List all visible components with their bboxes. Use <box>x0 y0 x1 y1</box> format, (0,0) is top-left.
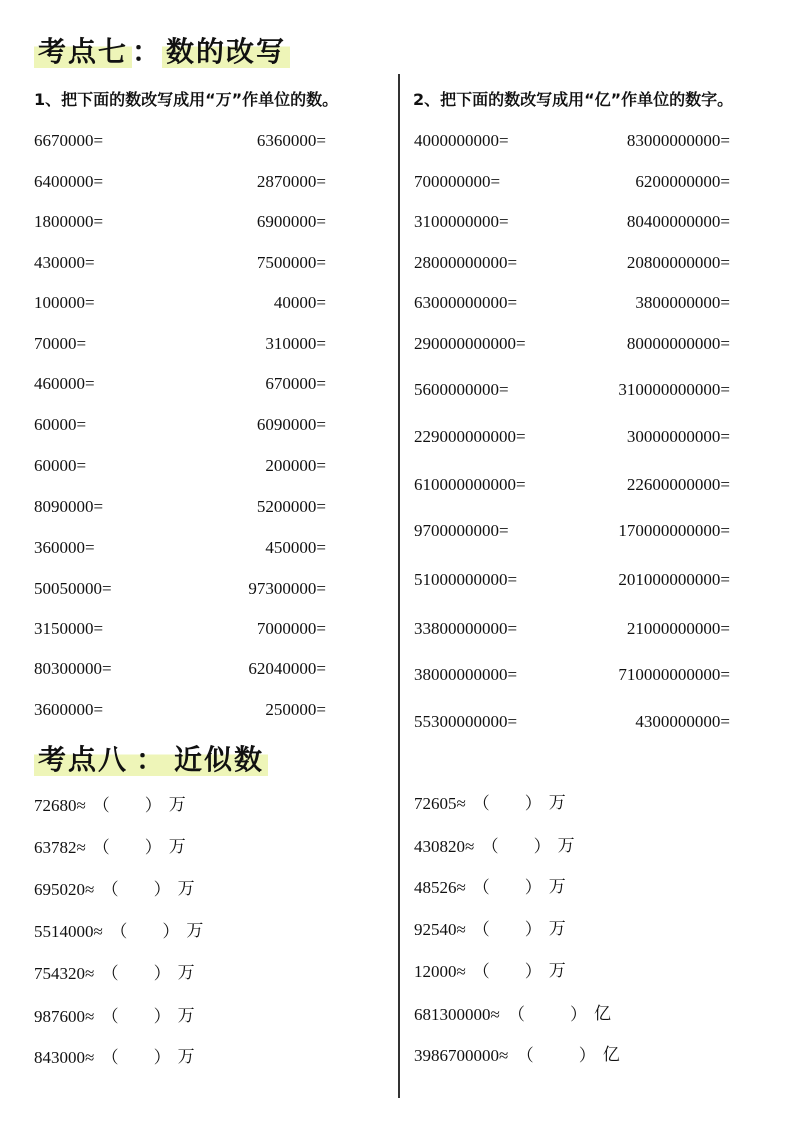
wan-exercise-item: 97300000= <box>248 579 326 598</box>
section-title-separator: ： <box>132 743 170 776</box>
yi-exercise-item: 38000000000= <box>414 665 518 684</box>
yi-exercise-item: 28000000000= <box>414 253 518 272</box>
wan-exercise-item: 6670000= <box>34 131 104 150</box>
approx-unit: 亿 <box>602 1045 620 1065</box>
yi-exercise-item: 3800000000= <box>635 293 730 312</box>
approx-unit: 万 <box>177 963 195 983</box>
approx-item <box>34 965 394 987</box>
answer-blank-open[interactable]: （ <box>92 796 110 815</box>
approx-unit: 万 <box>557 836 575 856</box>
wan-exercise-item: 6360000= <box>256 131 326 150</box>
yi-exercise-item: 310000000000= <box>618 380 730 399</box>
wan-exercise-item: 460000= <box>34 374 95 393</box>
approx-unit: 万 <box>186 921 204 941</box>
wan-exercise-item: 6090000= <box>256 415 326 434</box>
answer-blank-open[interactable]: （ <box>110 922 128 941</box>
instruction-wan: 1、把下面的数改写成用“万”作单位的数。 <box>34 90 339 109</box>
yi-exercise-item: 80000000000= <box>626 334 730 353</box>
answer-blank-close: ） <box>524 878 542 897</box>
approx-unit: 万 <box>548 961 566 981</box>
yi-exercise-item: 55300000000= <box>414 712 518 731</box>
answer-blank-close: ） <box>533 837 551 856</box>
answer-blank-open[interactable]: （ <box>472 920 490 939</box>
approx-unit: 万 <box>168 837 186 857</box>
wan-exercise-item: 2870000= <box>256 172 326 191</box>
wan-exercise-item: 50050000= <box>34 579 112 598</box>
approx-item <box>34 923 394 945</box>
approx-item <box>414 963 774 985</box>
approx-number: 72680≈ <box>34 796 86 815</box>
answer-blank-close: ） <box>570 1005 587 1024</box>
yi-exercise-item: 700000000= <box>414 172 501 191</box>
approx-item <box>414 921 774 943</box>
answer-blank-close: ） <box>524 962 542 981</box>
approx-number: 987600≈ <box>34 1007 95 1026</box>
approx-number: 12000≈ <box>414 962 466 981</box>
yi-exercise-item: 80400000000= <box>626 212 730 231</box>
approx-item <box>34 797 394 819</box>
answer-blank-close: ） <box>153 964 171 983</box>
wan-exercise-item: 3600000= <box>34 700 104 719</box>
approx-item <box>34 839 394 861</box>
answer-blank-close: ） <box>153 880 171 899</box>
approx-number: 92540≈ <box>414 920 466 939</box>
section-title-prefix: 考点七 <box>34 35 132 68</box>
approx-unit: 万 <box>548 919 566 939</box>
yi-exercise-item: 30000000000= <box>626 427 730 446</box>
yi-exercise-item: 22600000000= <box>626 475 730 494</box>
approx-unit: 亿 <box>594 1004 611 1024</box>
wan-exercise-item: 3150000= <box>34 619 104 638</box>
approx-number: 681300000≈ <box>414 1005 500 1024</box>
wan-exercise-item: 250000= <box>265 700 326 719</box>
answer-blank-open[interactable]: （ <box>516 1046 534 1065</box>
answer-blank-close: ） <box>524 920 542 939</box>
wan-exercise-item: 6400000= <box>34 172 104 191</box>
wan-exercise-item: 7500000= <box>256 253 326 272</box>
answer-blank-close: ） <box>153 1048 171 1067</box>
yi-exercise-item: 6200000000= <box>635 172 730 191</box>
yi-exercise-item: 51000000000= <box>414 570 518 589</box>
wan-exercise-item: 1800000= <box>34 212 104 231</box>
yi-exercise-item: 21000000000= <box>626 619 730 638</box>
approx-item <box>34 1049 394 1071</box>
approx-item <box>414 879 774 901</box>
yi-exercise-item: 201000000000= <box>618 570 730 589</box>
wan-exercise-item: 80300000= <box>34 659 112 678</box>
yi-exercise-item: 83000000000= <box>626 131 730 150</box>
yi-exercise-item: 33800000000= <box>414 619 518 638</box>
answer-blank-open[interactable]: （ <box>472 962 490 981</box>
approx-number: 843000≈ <box>34 1048 95 1067</box>
yi-exercise-item: 9700000000= <box>414 521 509 540</box>
yi-exercise-item: 4000000000= <box>414 131 509 150</box>
yi-exercise-item: 3100000000= <box>414 212 509 231</box>
answer-blank-open[interactable]: （ <box>101 880 119 899</box>
approx-item <box>414 1047 774 1069</box>
wan-exercise-item: 450000= <box>265 538 326 557</box>
answer-blank-open[interactable]: （ <box>101 964 119 983</box>
answer-blank-close: ） <box>144 838 162 857</box>
approx-unit: 万 <box>177 1047 195 1067</box>
approx-item <box>414 838 774 860</box>
yi-exercise-item: 290000000000= <box>414 334 526 353</box>
approx-unit: 万 <box>177 879 195 899</box>
wan-exercise-item: 200000= <box>265 456 326 475</box>
yi-exercise-item: 20800000000= <box>626 253 730 272</box>
answer-blank-open[interactable]: （ <box>92 838 110 857</box>
approx-number: 63782≈ <box>34 838 86 857</box>
yi-exercise-item: 5600000000= <box>414 380 509 399</box>
answer-blank-close: ） <box>153 1007 171 1026</box>
section-title-rewrite <box>34 35 290 68</box>
answer-blank-close: ） <box>162 922 180 941</box>
approx-unit: 万 <box>177 1006 195 1026</box>
answer-blank-open[interactable]: （ <box>508 1005 525 1024</box>
answer-blank-open[interactable]: （ <box>101 1048 119 1067</box>
approx-item <box>34 881 394 903</box>
approx-number: 754320≈ <box>34 964 95 983</box>
wan-exercise-item: 100000= <box>34 293 95 312</box>
yi-exercise-item: 229000000000= <box>414 427 526 446</box>
instruction-yi: 2、把下面的数改写成用“亿”作单位的数字。 <box>413 90 734 109</box>
approx-item <box>34 1008 394 1030</box>
section-title-separator: ： <box>132 35 163 68</box>
answer-blank-open[interactable]: （ <box>472 794 490 813</box>
wan-exercise-item: 6900000= <box>256 212 326 231</box>
approx-number: 72605≈ <box>414 794 466 813</box>
column-divider <box>398 74 400 1098</box>
yi-exercise-item: 170000000000= <box>618 521 730 540</box>
approx-unit: 万 <box>548 877 566 897</box>
approx-number: 430820≈ <box>414 837 475 856</box>
answer-blank-close: ） <box>578 1046 596 1065</box>
wan-exercise-item: 62040000= <box>248 659 326 678</box>
wan-exercise-item: 310000= <box>265 334 326 353</box>
wan-exercise-item: 8090000= <box>34 497 104 516</box>
wan-exercise-item: 60000= <box>34 415 87 434</box>
wan-exercise-item: 670000= <box>265 374 326 393</box>
approx-number: 3986700000≈ <box>414 1046 509 1065</box>
section-title-approx <box>34 743 268 776</box>
answer-blank-open[interactable]: （ <box>472 878 490 897</box>
wan-exercise-item: 60000= <box>34 456 87 475</box>
approx-unit: 万 <box>168 795 186 815</box>
answer-blank-close: ） <box>144 796 162 815</box>
wan-exercise-item: 430000= <box>34 253 95 272</box>
approx-item <box>414 795 774 817</box>
yi-exercise-item: 4300000000= <box>635 712 730 731</box>
answer-blank-close: ） <box>524 794 542 813</box>
approx-unit: 万 <box>548 793 566 813</box>
yi-exercise-item: 610000000000= <box>414 475 526 494</box>
wan-exercise-item: 360000= <box>34 538 95 557</box>
wan-exercise-item: 5200000= <box>256 497 326 516</box>
section-title-prefix: 考点八 <box>34 743 132 776</box>
wan-exercise-item: 70000= <box>34 334 87 353</box>
answer-blank-open[interactable]: （ <box>481 837 499 856</box>
wan-exercise-item: 7000000= <box>256 619 326 638</box>
approx-number: 5514000≈ <box>34 922 103 941</box>
yi-exercise-item: 710000000000= <box>618 665 730 684</box>
approx-item <box>414 1006 774 1028</box>
approx-number: 695020≈ <box>34 880 95 899</box>
yi-exercise-item: 63000000000= <box>414 293 518 312</box>
section-title-main: 近似数 <box>170 743 268 776</box>
section-title-main: 数的改写 <box>162 35 290 68</box>
approx-number: 48526≈ <box>414 878 466 897</box>
wan-exercise-item: 40000= <box>273 293 326 312</box>
answer-blank-open[interactable]: （ <box>101 1007 119 1026</box>
